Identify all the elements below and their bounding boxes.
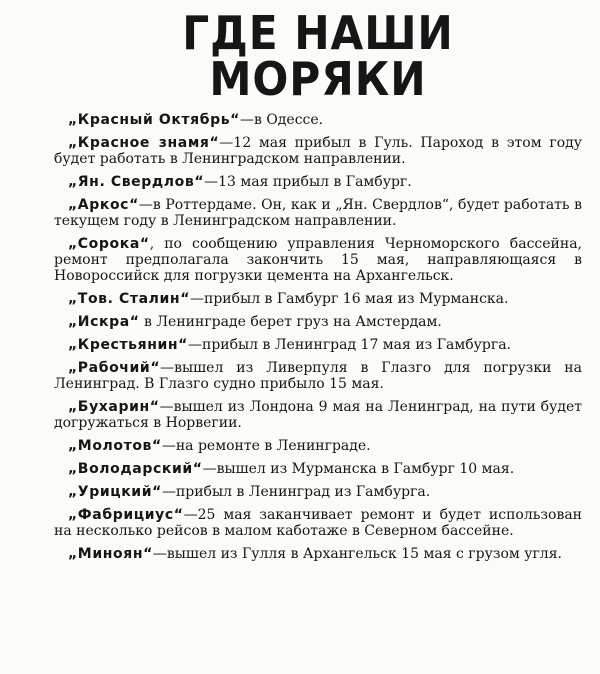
ship-entry-13: [54, 484, 582, 500]
ship-entry-6: [54, 291, 582, 307]
ship-status: —вышел из Ливерпуля в Глазго для погрузки на Ленинград. В Глазго судно прибыло 15 мая.: [54, 360, 582, 392]
ship-entry-5: [54, 236, 582, 284]
ship-status: —прибыл в Гамбург 16 мая из Мурманска.: [190, 291, 509, 307]
ship-entry-11: [54, 438, 582, 454]
ship-name: „Урицкий“: [68, 484, 162, 500]
ship-name: „Аркос“: [68, 197, 139, 213]
ship-name: „Тов. Сталин“: [68, 291, 190, 307]
ship-status: —13 мая прибыл в Гамбург.: [204, 174, 412, 190]
ship-status: —12 мая прибыл в Гуль. Пароход в этом году будет работать в Ленинградском направлении.: [54, 135, 582, 167]
ship-name: „Крестьянин“: [68, 337, 188, 353]
ship-status: —в Одессе.: [240, 112, 324, 128]
ship-status: —в Роттердаме. Он, как и „Ян. Свердлов“, будет работать в текущем году в Ленинградском направлении.: [54, 197, 582, 229]
ship-name: „Сорока“: [68, 236, 150, 252]
ship-entry-4: [54, 197, 582, 229]
ship-list: [54, 112, 582, 562]
ship-entry-15: [54, 546, 582, 562]
ship-status: , по сообщению управления Черноморского бассейна, ремонт предполагала закончить 15 мая, направляющаяся в Новороссийск для погрузки цемента на Архангельск.: [54, 236, 582, 284]
ship-status: —вышел из Гулля в Архангельск 15 мая с грузом угля.: [152, 546, 562, 562]
ship-status: —прибыл в Ленинград 17 мая из Гамбурга.: [187, 337, 511, 353]
ship-status: в Ленинграде берет груз на Амстердам.: [139, 314, 442, 330]
ship-name: „Ян. Свердлов“: [68, 174, 205, 190]
ship-entry-14: [54, 507, 582, 539]
ship-entry-9: [54, 360, 582, 392]
ship-status: —25 мая заканчивает ремонт и будет использован на несколько рейсов в малом каботаже в Северном бассейне.: [54, 507, 582, 539]
ship-name: „Володарский“: [68, 461, 203, 477]
ship-status: —вышел из Лондона 9 мая на Ленинград, на пути будет догружаться в Норвегии.: [54, 399, 582, 431]
ship-name: „Миноян“: [68, 546, 153, 562]
ship-name: „Рабочий“: [68, 360, 161, 376]
page-title: ГДЕ НАШИ МОРЯКИ: [182, 6, 454, 106]
ship-entry-8: [54, 337, 582, 353]
ship-name: „Красный Октябрь“: [68, 112, 240, 128]
ship-entry-10: [54, 399, 582, 431]
ship-entry-3: [54, 174, 582, 190]
ship-entry-7: [54, 314, 582, 330]
ship-entry-12: [54, 461, 582, 477]
ship-name: „Красное знамя“: [68, 135, 220, 151]
ship-name: „Фабрициус“: [68, 507, 184, 523]
ship-name: „Бухарин“: [68, 399, 160, 415]
ship-entry-1: [54, 112, 582, 128]
ship-name: „Искра“: [68, 314, 140, 330]
ship-entry-2: [54, 135, 582, 167]
ship-status: —прибыл в Ленинград из Гамбурга.: [161, 484, 431, 500]
ship-status: —вышел из Мурманска в Гамбург 10 мая.: [202, 461, 515, 477]
ship-name: „Молотов“: [68, 438, 162, 454]
ship-status: —на ремонте в Ленинграде.: [161, 438, 371, 454]
